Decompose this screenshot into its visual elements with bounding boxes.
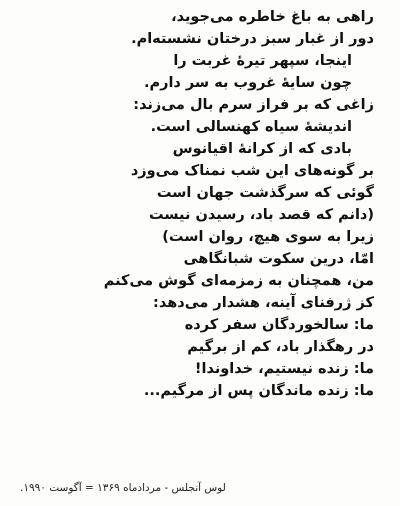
poem-line: اندیشهٔ سیاه کهنسالی است. — [150, 119, 352, 135]
poem-line: زیرا به سوی هیچ، روان است) — [162, 229, 374, 245]
poem-line: زاغی که بر فراز سرم بال می‌زند: — [133, 97, 374, 113]
poem-line: ما: زنده ماندگان پس از مرگیم... — [143, 383, 374, 399]
poem-line: امّا، درین سکوت شبانگاهی — [183, 251, 374, 267]
poem-line: کز ژرفنای آینه، هشدار می‌دهد: — [153, 295, 374, 311]
poem-line: بر گونه‌های این شب نمناک می‌وزد — [130, 163, 374, 179]
poem-line: دور از غبار سبز درختان نشسته‌ام. — [131, 31, 374, 47]
poem-line: (دانم که قصد باد، رسیدن نیست — [148, 207, 374, 223]
poem-line: بادی که از کرانهٔ اقیانوس — [172, 141, 352, 157]
poem-line: چون سایهٔ غروب به سر دارم. — [143, 75, 352, 91]
poem-line: گوئی که سرگذشت جهان است — [156, 185, 374, 201]
poem-line: ما: زنده نیستیم، خداوندا! — [194, 361, 374, 377]
poem-line: در رهگذار باد، کم از برگیم — [187, 339, 374, 355]
poem-line: ما: سالخوردگان سفر کرده — [184, 317, 374, 333]
poem-line: من، همچنان به زمزمه‌ای گوش می‌کنم — [103, 273, 374, 289]
poem-line: اینجا، سپهر تیرهٔ غربت را — [173, 53, 352, 69]
poem-line: راهی به باغ خاطره می‌جوید، — [171, 9, 374, 25]
place-date-footer: لوس آنجلس - مردادماه ۱۳۶۹ = آگوست ۱۹۹۰. — [20, 482, 226, 494]
poem-body — [14, 6, 374, 402]
